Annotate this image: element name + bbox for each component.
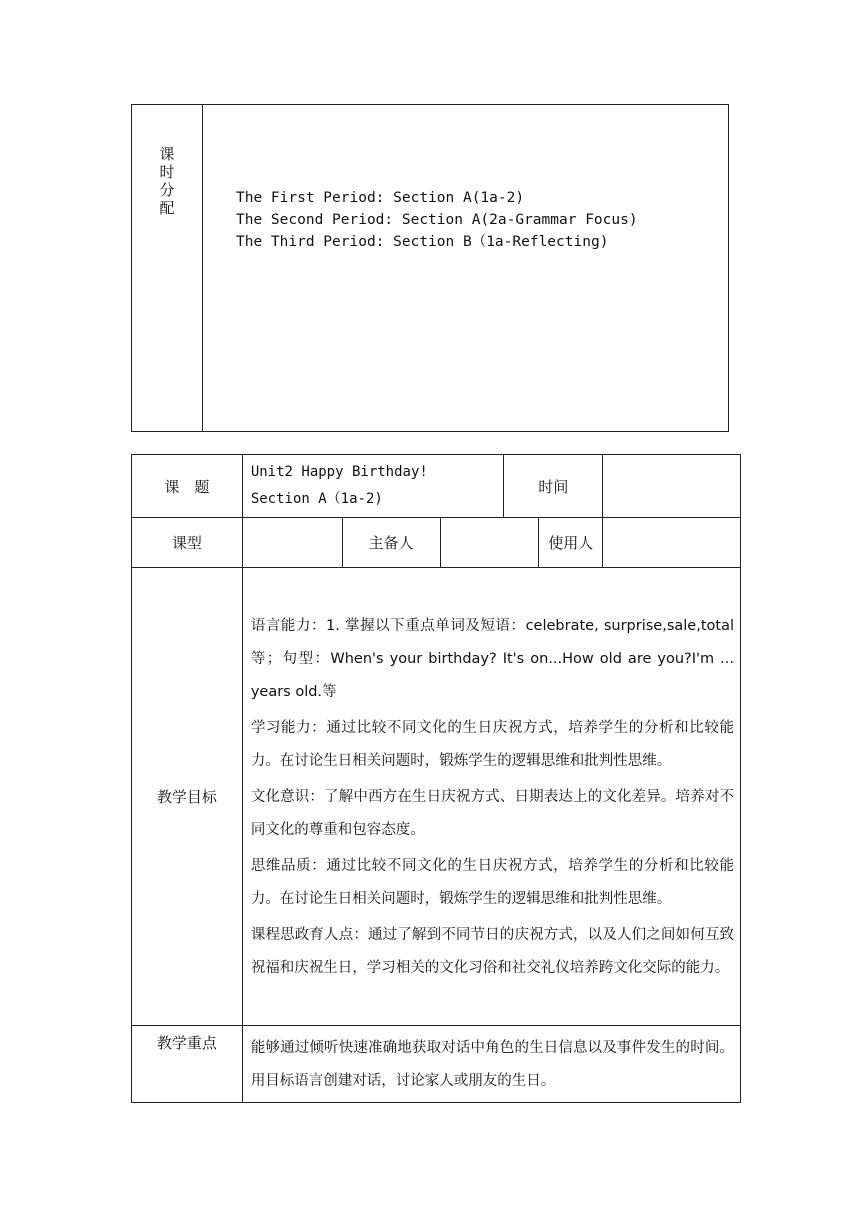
lesson-title-line2: Section A（1a-2) — [250, 491, 383, 507]
objectives-cell — [242, 568, 740, 1026]
objective-culture: 文化意识：了解中西方在生日庆祝方式、日期表达上的文化差异。培养对不同文化的尊重和包容态度。 — [250, 789, 734, 838]
user-label: 使用人 — [539, 518, 603, 568]
objective-learning: 学习能力：通过比较不同文化的生日庆祝方式，培养学生的分析和比较能力。在讨论生日相关问题时，锻炼学生的逻辑思维和批判性思维。 — [250, 720, 734, 769]
user-value — [603, 518, 741, 568]
objective-ideology: 课程思政育人点：通过了解到不同节日的庆祝方式，以及人们之间如何互致祝福和庆祝生日，学习相关的文化习俗和社交礼仪培养跨文化交际的能力。 — [250, 927, 734, 976]
allocation-label: 课 时 分 配 — [159, 145, 175, 217]
key-points-text: 能够通过倾听快速准确地获取对话中角色的生日信息以及事件发生的时间。 用目标语言创建对话，讨论家人或朋友的生日。 — [242, 1026, 740, 1103]
preparer-label: 主备人 — [342, 518, 440, 568]
period-2: The Second Period: Section A(2a-Grammar Focus) — [236, 212, 638, 228]
preparer-value — [440, 518, 539, 568]
lesson-title-cell — [242, 455, 504, 518]
objective-language: 语言能力：1. 掌握以下重点单词及短语：celebrate, surprise,sale,total等；句型：When's your birthday? It's on...How old are you?I'm ... years old.等 — [250, 618, 734, 700]
allocation-table — [131, 104, 729, 432]
lesson-title-line1: Unit2 Happy Birthday! — [250, 464, 428, 480]
period-1: The First Period: Section A(1a-2) — [236, 190, 525, 206]
objectives-label: 教学目标 — [132, 568, 243, 1026]
time-value — [603, 455, 741, 518]
key-points-label: 教学重点 — [132, 1026, 243, 1103]
time-label: 时间 — [504, 455, 603, 518]
lesson-type-label: 课型 — [132, 518, 243, 568]
period-3: The Third Period: Section B（1a-Reflecting) — [236, 234, 609, 250]
periods-cell — [203, 105, 729, 432]
lesson-title-label: 课 题 — [132, 455, 243, 518]
lesson-plan-table — [131, 454, 741, 1103]
lesson-type-value — [242, 518, 342, 568]
objective-thinking: 思维品质：通过比较不同文化的生日庆祝方式，培养学生的分析和比较能力。在讨论生日相关问题时，锻炼学生的逻辑思维和批判性思维。 — [250, 858, 734, 907]
allocation-label-cell — [132, 105, 203, 432]
